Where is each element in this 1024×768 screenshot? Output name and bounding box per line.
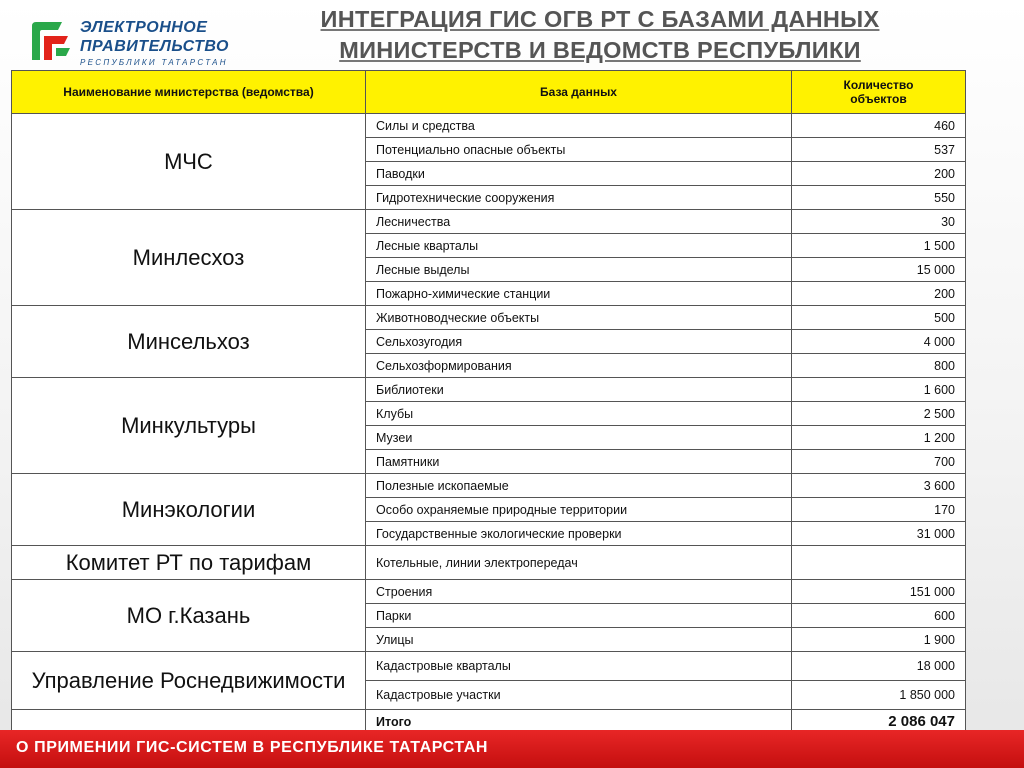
table-header-row [12, 71, 966, 114]
table-row [12, 114, 966, 138]
count-cell: 30 [792, 210, 966, 234]
count-cell: 170 [792, 498, 966, 522]
logo-line-1: ЭЛЕКТРОННОЕ [80, 19, 208, 36]
count-cell: 600 [792, 604, 966, 628]
table-row [12, 580, 966, 604]
total-label: Итого [366, 710, 792, 734]
header-count: Количество объектов [792, 71, 966, 114]
ministry-cell: МЧС [12, 114, 366, 210]
logo-line-3: РЕСПУБЛИКИ ТАТАРСТАН [80, 58, 228, 67]
database-cell: Паводки [366, 162, 792, 186]
logo-emblem-icon [28, 18, 74, 64]
count-cell [792, 546, 966, 580]
database-cell: Потенциально опасные объекты [366, 138, 792, 162]
database-cell: Животноводческие объекты [366, 306, 792, 330]
count-cell: 700 [792, 450, 966, 474]
count-cell: 460 [792, 114, 966, 138]
database-cell: Лесничества [366, 210, 792, 234]
table-row [12, 306, 966, 330]
ministry-cell: Комитет РТ по тарифам [12, 546, 366, 580]
count-cell: 31 000 [792, 522, 966, 546]
database-cell: Улицы [366, 628, 792, 652]
count-cell: 1 200 [792, 426, 966, 450]
header-database: База данных [366, 71, 792, 114]
count-cell: 151 000 [792, 580, 966, 604]
table-row [12, 474, 966, 498]
database-cell: Кадастровые участки [366, 681, 792, 710]
count-cell: 2 500 [792, 402, 966, 426]
database-cell: Котельные, линии электропередач [366, 546, 792, 580]
table-row [12, 210, 966, 234]
count-cell: 1 500 [792, 234, 966, 258]
database-cell: Сельхозформирования [366, 354, 792, 378]
database-cell: Памятники [366, 450, 792, 474]
header-ministry: Наименование министерства (ведомства) [12, 71, 366, 114]
ministry-cell: Управление Роснедвижимости [12, 652, 366, 710]
database-cell: Строения [366, 580, 792, 604]
logo-line-2: ПРАВИТЕЛЬСТВО [80, 38, 229, 55]
ministry-cell: МО г.Казань [12, 580, 366, 652]
count-cell: 1 850 000 [792, 681, 966, 710]
table-body [12, 114, 966, 734]
count-cell: 3 600 [792, 474, 966, 498]
database-cell: Библиотеки [366, 378, 792, 402]
count-cell: 200 [792, 282, 966, 306]
ministry-cell: Минлесхоз [12, 210, 366, 306]
count-cell: 537 [792, 138, 966, 162]
database-cell: Лесные кварталы [366, 234, 792, 258]
count-cell: 1 900 [792, 628, 966, 652]
count-cell: 800 [792, 354, 966, 378]
database-cell: Силы и средства [366, 114, 792, 138]
database-cell: Клубы [366, 402, 792, 426]
footer-bar [0, 730, 1024, 768]
database-cell: Парки [366, 604, 792, 628]
table-row [12, 652, 966, 681]
database-cell: Сельхозугодия [366, 330, 792, 354]
logo [28, 18, 229, 70]
ministry-cell: Минкультуры [12, 378, 366, 474]
title-line-1: ИНТЕГРАЦИЯ ГИС ОГВ РТ С БАЗАМИ ДАННЫХ [320, 6, 880, 32]
count-cell: 200 [792, 162, 966, 186]
database-cell: Особо охраняемые природные территории [366, 498, 792, 522]
database-cell: Государственные экологические проверки [366, 522, 792, 546]
database-cell: Кадастровые кварталы [366, 652, 792, 681]
count-cell: 18 000 [792, 652, 966, 681]
count-cell: 500 [792, 306, 966, 330]
database-cell: Гидротехнические сооружения [366, 186, 792, 210]
database-cell: Пожарно-химические станции [366, 282, 792, 306]
database-cell: Лесные выделы [366, 258, 792, 282]
database-cell: Полезные ископаемые [366, 474, 792, 498]
page-title [240, 4, 960, 66]
count-cell: 1 600 [792, 378, 966, 402]
title-line-2: МИНИСТЕРСТВ И ВЕДОМСТВ РЕСПУБЛИКИ [339, 37, 861, 63]
ministry-cell: Минсельхоз [12, 306, 366, 378]
ministry-cell: Минэкологии [12, 474, 366, 546]
count-cell: 4 000 [792, 330, 966, 354]
count-cell: 15 000 [792, 258, 966, 282]
table-row [12, 378, 966, 402]
footer-text: О ПРИМЕНИИ ГИС-СИСТЕМ В РЕСПУБЛИКЕ ТАТАРСТАН [16, 739, 489, 756]
database-cell: Музеи [366, 426, 792, 450]
table-row [12, 546, 966, 580]
total-count: 2 086 047 [792, 710, 966, 734]
integration-table [11, 70, 966, 734]
count-cell: 550 [792, 186, 966, 210]
